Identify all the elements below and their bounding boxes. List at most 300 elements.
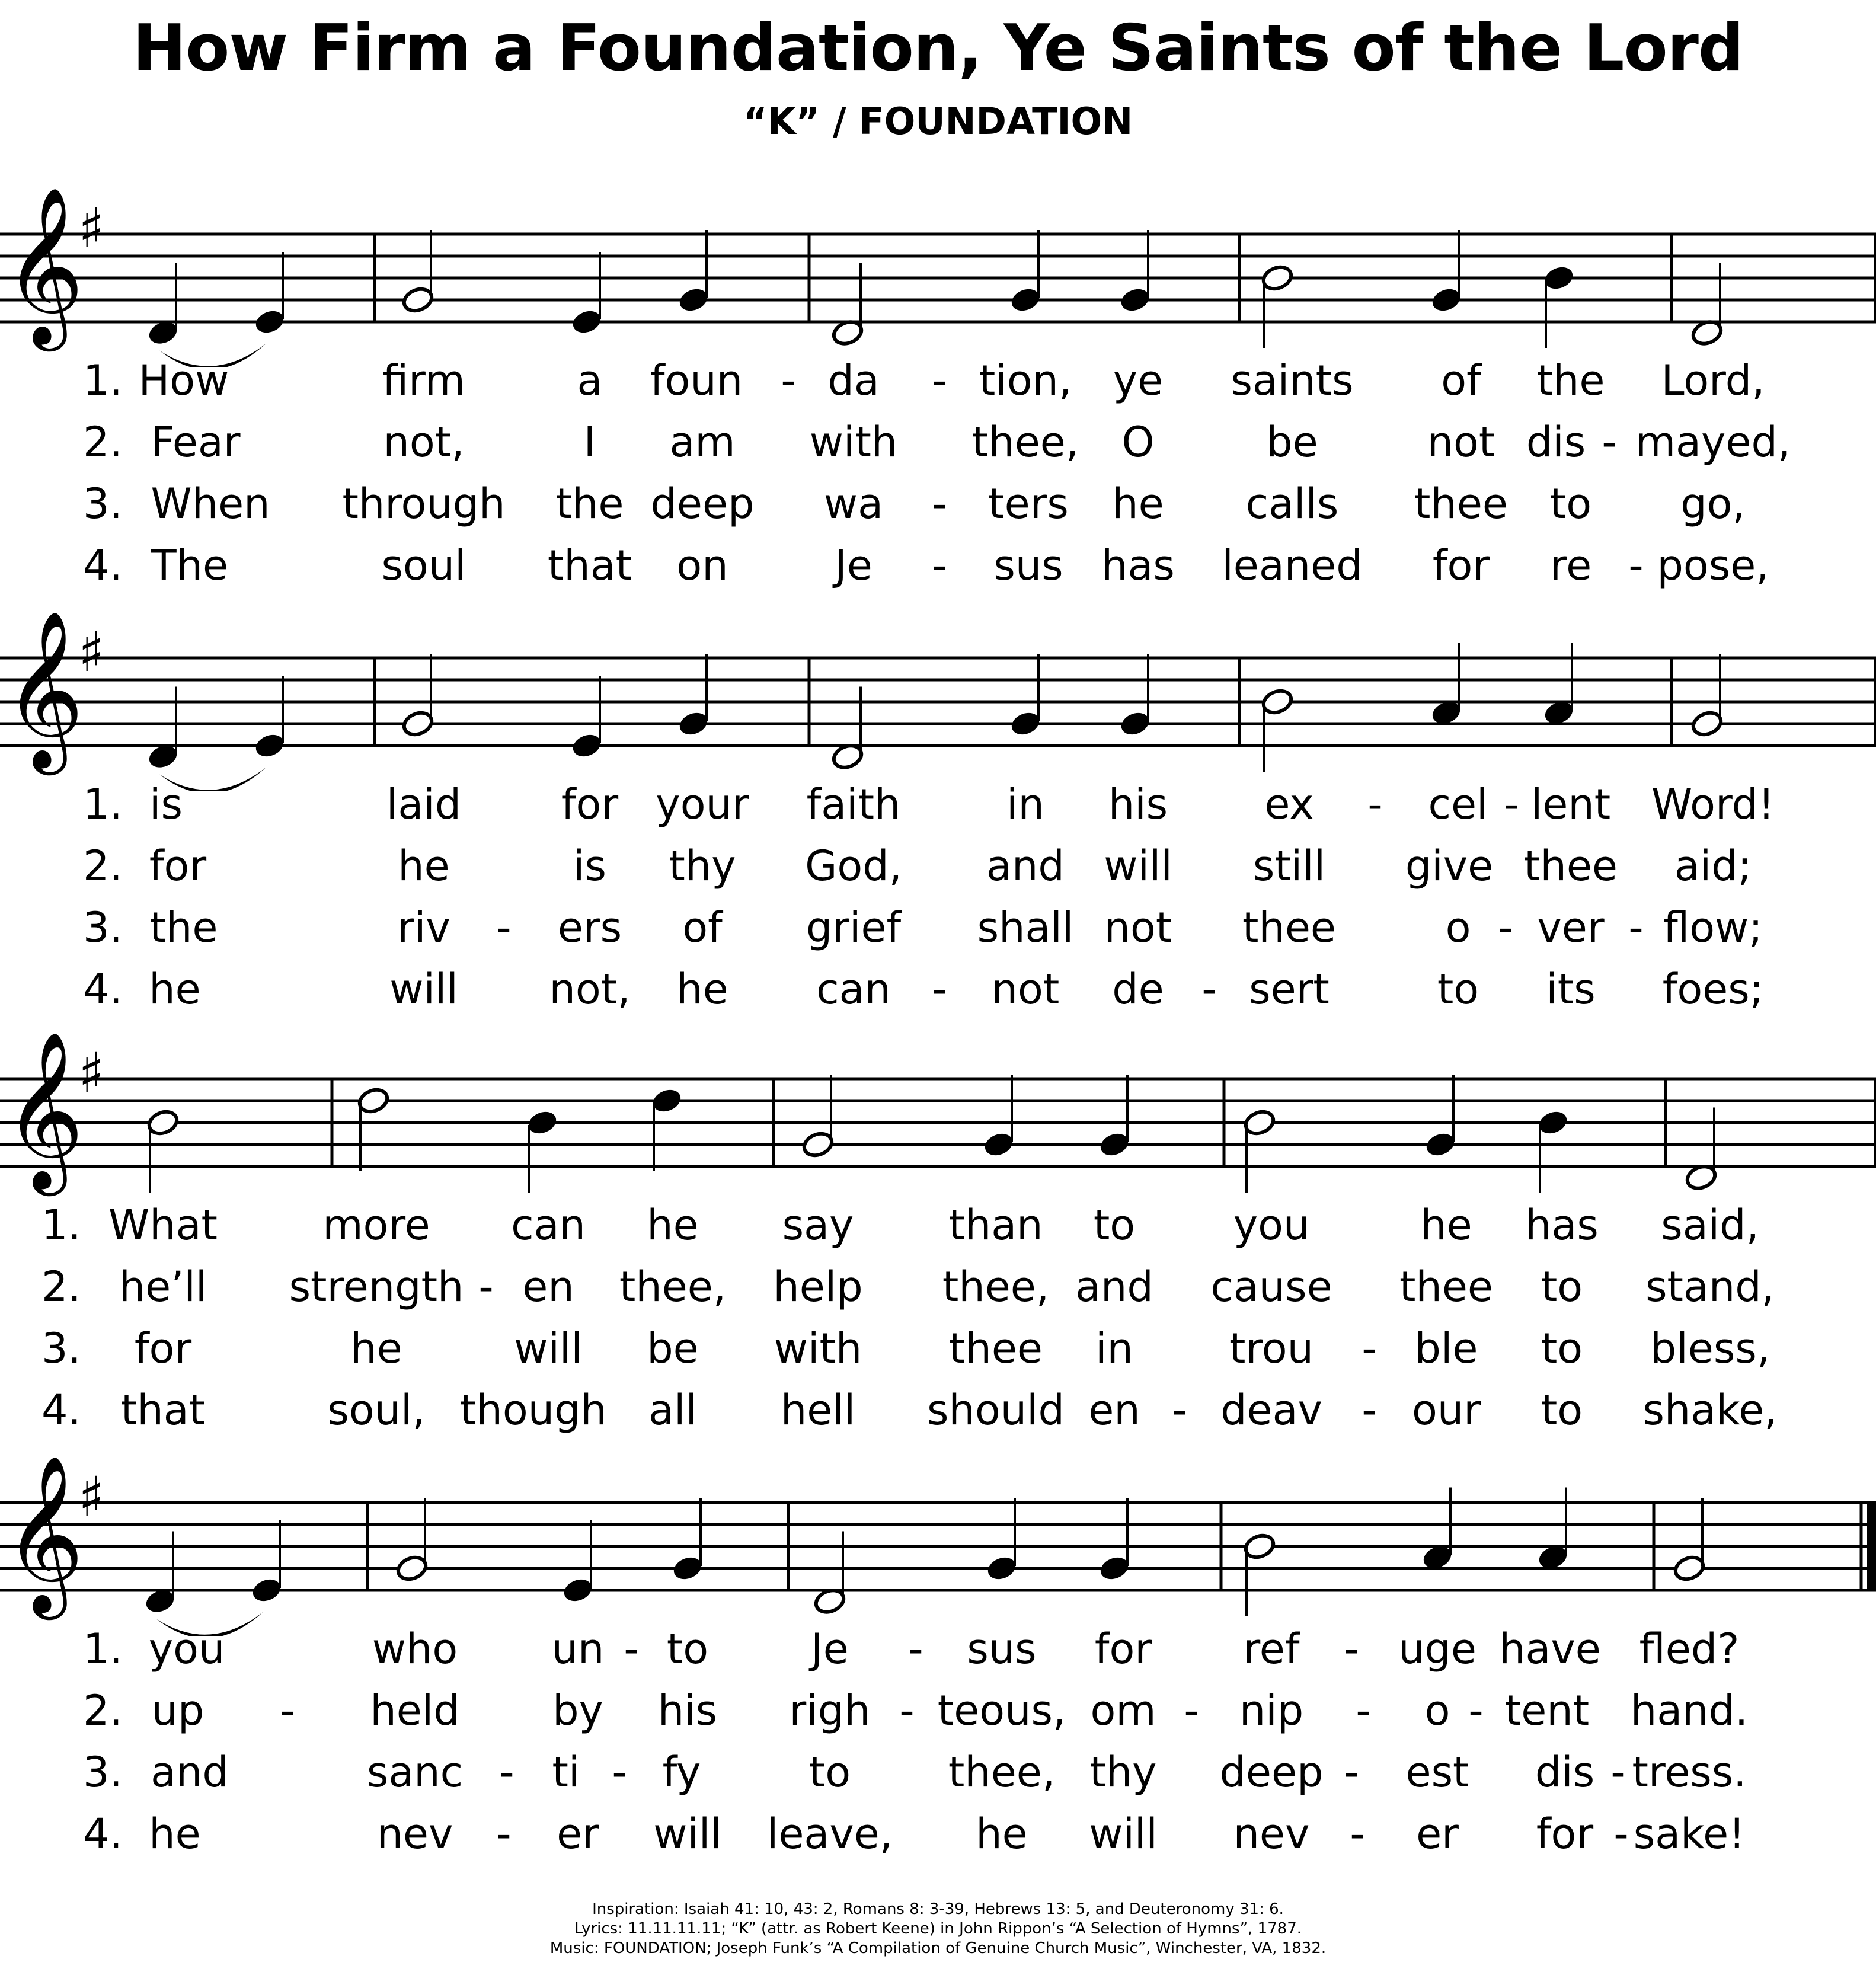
lyric-syllable: est <box>1405 1748 1469 1797</box>
verse-number: 3. <box>41 1324 81 1373</box>
staff <box>0 602 1876 791</box>
lyric-syllable: uge <box>1398 1625 1476 1673</box>
syllable-hyphen: - <box>1344 1625 1359 1673</box>
lyric-syllable: de <box>1112 965 1164 1014</box>
verse-number: 4. <box>83 541 123 590</box>
lyric-syllable: sanc <box>366 1748 464 1797</box>
quarter-note-icon <box>1008 654 1042 739</box>
half-note-icon <box>1242 1532 1276 1616</box>
lyric-syllable: om <box>1090 1686 1156 1735</box>
lyric-syllable: strength <box>289 1263 464 1311</box>
quarter-note-icon <box>1423 1075 1457 1159</box>
syllable-hyphen: - <box>1184 1686 1199 1735</box>
lyric-syllable: soul, <box>327 1386 426 1434</box>
syllable-hyphen: - <box>1602 418 1617 466</box>
lyric-syllable: has <box>1525 1201 1599 1249</box>
lyric-syllable: tion, <box>979 356 1072 405</box>
lyric-syllable: foun <box>650 356 743 405</box>
lyric-syllable: fled? <box>1639 1625 1740 1673</box>
syllable-hyphen: - <box>1201 965 1217 1014</box>
lyric-syllable: though <box>460 1386 607 1434</box>
lyric-syllable: trou <box>1229 1324 1313 1373</box>
lyrics-credit: Lyrics: 11.11.11.11; “K” (attr. as Robert Keene) in John Rippon’s “A Selection of Hymns”, 1787. <box>574 1920 1302 1938</box>
verse-line <box>0 1263 1876 1311</box>
lyric-syllable: teous, <box>937 1686 1066 1735</box>
verse-line <box>0 1386 1876 1434</box>
lyric-syllable: his <box>1108 780 1168 829</box>
lyric-syllable: sus <box>993 541 1063 590</box>
lyric-syllable: ref <box>1243 1625 1300 1673</box>
lyric-syllable: ers <box>557 903 622 952</box>
lyric-syllable: to <box>1549 480 1592 528</box>
lyric-syllable: he <box>350 1324 402 1373</box>
verse-line <box>0 1749 1876 1796</box>
lyric-syllable: wa <box>823 480 884 528</box>
verse-line <box>0 1325 1876 1372</box>
half-note-icon <box>830 263 864 348</box>
lyric-syllable: all <box>648 1386 697 1434</box>
lyric-syllable: for <box>1094 1625 1152 1673</box>
verse-line <box>0 1201 1876 1249</box>
lyric-syllable: Word! <box>1651 780 1775 829</box>
lyric-syllable: thee, <box>942 1263 1050 1311</box>
lyric-syllable: still <box>1252 842 1326 890</box>
lyric-syllable: and <box>986 842 1065 890</box>
lyric-syllable: is <box>573 842 606 890</box>
verse-number: 4. <box>41 1386 81 1434</box>
quarter-note-icon <box>146 263 180 348</box>
lyric-syllable: he <box>976 1810 1028 1858</box>
lyric-syllable: who <box>372 1625 458 1673</box>
verse-number: 2. <box>83 418 123 466</box>
half-note-icon <box>1260 263 1294 348</box>
lyric-syllable: shall <box>977 903 1074 952</box>
lyric-syllable: not, <box>549 965 631 1014</box>
lyric-syllable: to <box>808 1748 851 1797</box>
lyric-syllable: deep <box>1219 1748 1324 1797</box>
quarter-note-icon <box>1118 230 1152 315</box>
quarter-note-icon <box>1420 1488 1454 1572</box>
lyric-syllable: in <box>1006 780 1044 829</box>
staff <box>0 178 1876 367</box>
lyric-syllable: can <box>816 965 891 1014</box>
lyric-syllable: our <box>1412 1386 1481 1434</box>
lyric-syllable: mayed, <box>1635 418 1791 466</box>
lyric-syllable: and <box>151 1748 229 1797</box>
syllable-hyphen: - <box>932 480 947 528</box>
credits-footer <box>0 1900 1876 1958</box>
lyric-syllable: God, <box>805 842 902 890</box>
lyric-syllable: thee <box>1399 1263 1493 1311</box>
syllable-hyphen: - <box>1613 1810 1629 1858</box>
verse-number: 2. <box>83 842 123 890</box>
lyric-syllable: cause <box>1210 1263 1332 1311</box>
half-note-icon <box>801 1075 835 1159</box>
lyric-syllable: fy <box>662 1748 701 1797</box>
syllable-hyphen: - <box>1344 1748 1359 1797</box>
syllable-hyphen: - <box>499 1748 514 1797</box>
lyric-syllable: for <box>134 1324 192 1373</box>
lyric-syllable: When <box>151 480 270 528</box>
lyric-syllable: with <box>774 1324 862 1373</box>
sharp-key-signature-icon: ♯ <box>78 197 105 260</box>
verse-line <box>0 418 1876 466</box>
lyric-syllable: da <box>827 356 880 405</box>
lyric-syllable: you <box>1233 1201 1310 1249</box>
lyric-syllable: bless, <box>1650 1324 1770 1373</box>
verse-number: 1. <box>83 780 123 829</box>
lyric-syllable: he <box>149 1810 201 1858</box>
syllable-hyphen: - <box>478 1263 494 1311</box>
lyric-syllable: to <box>1437 965 1479 1014</box>
lyric-syllable: foes; <box>1662 965 1764 1014</box>
lyric-syllable: held <box>370 1686 460 1735</box>
lyric-syllable: en <box>1088 1386 1140 1434</box>
quarter-note-icon <box>250 1520 283 1605</box>
syllable-hyphen: - <box>1362 1386 1377 1434</box>
lyric-syllable: re <box>1549 541 1592 590</box>
verse-number: 2. <box>83 1686 123 1735</box>
lyric-syllable: Je <box>811 1625 849 1673</box>
lyric-syllable: thee <box>1524 842 1618 890</box>
quarter-note-icon <box>143 1532 177 1616</box>
half-note-icon <box>1242 1108 1276 1193</box>
lyric-syllable: stand, <box>1645 1263 1775 1311</box>
quarter-note-icon <box>985 1498 1018 1583</box>
lyric-syllable: un <box>551 1625 605 1673</box>
syllable-hyphen: - <box>1172 1386 1187 1434</box>
verse-line <box>0 966 1876 1013</box>
syllable-hyphen: - <box>612 1748 627 1797</box>
lyric-syllable: by <box>552 1686 603 1735</box>
quarter-note-icon <box>525 1108 559 1193</box>
lyric-syllable: for <box>1432 541 1490 590</box>
quarter-note-icon <box>670 1498 704 1583</box>
lyric-syllable: say <box>782 1201 854 1249</box>
lyric-syllable: tress. <box>1632 1748 1747 1797</box>
quarter-note-icon <box>1536 1488 1570 1572</box>
lyric-syllable: than <box>948 1201 1043 1249</box>
lyric-syllable: er <box>1416 1810 1459 1858</box>
lyric-syllable: saints <box>1231 356 1354 405</box>
half-note-icon <box>401 230 434 315</box>
syllable-hyphen: - <box>781 356 796 405</box>
lyric-syllable: thy <box>1089 1748 1157 1797</box>
lyric-syllable: ver <box>1537 903 1605 952</box>
lyric-syllable: cel <box>1428 780 1488 829</box>
lyric-syllable: ex <box>1264 780 1314 829</box>
treble-clef-icon: 𝄞 <box>4 1455 84 1613</box>
lyric-syllable: ti <box>552 1748 580 1797</box>
half-note-icon <box>1672 1498 1706 1583</box>
syllable-hyphen: - <box>1362 1324 1377 1373</box>
lyric-syllable: its <box>1546 965 1596 1014</box>
syllable-hyphen: - <box>1628 541 1644 590</box>
lyric-syllable: can <box>511 1201 586 1249</box>
verse-number: 1. <box>83 1625 123 1673</box>
verse-number: 4. <box>83 965 123 1014</box>
quarter-note-icon <box>561 1520 595 1605</box>
lyric-syllable: will <box>514 1324 583 1373</box>
lyric-syllable: he <box>149 965 201 1014</box>
verse-line <box>0 542 1876 589</box>
quarter-note-icon <box>253 676 286 760</box>
syllable-hyphen: - <box>280 1686 295 1735</box>
half-note-icon <box>1260 687 1294 772</box>
lyric-syllable: for <box>561 780 619 829</box>
lyric-syllable: go, <box>1680 480 1746 528</box>
syllable-hyphen: - <box>908 1625 923 1673</box>
lyric-syllable: he <box>398 842 450 890</box>
lyric-syllable: laid <box>386 780 462 829</box>
half-note-icon <box>830 687 864 772</box>
half-note-icon <box>395 1498 429 1583</box>
lyric-syllable: deep <box>650 480 755 528</box>
quarter-note-icon <box>1008 230 1042 315</box>
lyric-syllable: the <box>149 903 218 952</box>
verse-number: 3. <box>83 480 123 528</box>
lyric-syllable: leave, <box>766 1810 893 1858</box>
quarter-note-icon <box>1542 263 1575 348</box>
lyric-syllable: his <box>657 1686 718 1735</box>
quarter-note-icon <box>1536 1108 1570 1193</box>
lyric-syllable: ble <box>1414 1324 1478 1373</box>
verse-number: 3. <box>83 1748 123 1797</box>
lyric-syllable: lent <box>1530 780 1611 829</box>
verse-line <box>0 1687 1876 1734</box>
lyric-syllable: not <box>991 965 1060 1014</box>
verse-line <box>0 1625 1876 1673</box>
lyric-syllable: thee, <box>971 418 1079 466</box>
syllable-hyphen: - <box>1610 1748 1626 1797</box>
syllable-hyphen: - <box>1367 780 1383 829</box>
syllable-hyphen: - <box>932 965 947 1014</box>
lyric-syllable: en <box>522 1263 574 1311</box>
lyric-syllable: thee <box>949 1324 1043 1373</box>
lyric-syllable: to <box>1541 1263 1583 1311</box>
syllable-hyphen: - <box>1498 903 1513 952</box>
inspiration-credit: Inspiration: Isaiah 41: 10, 43: 2, Romans 8: 3-39, Hebrews 13: 5, and Deuteronomy 31: 6. <box>592 1900 1284 1918</box>
lyric-syllable: The <box>151 541 229 590</box>
lyric-syllable: has <box>1101 541 1175 590</box>
quarter-note-icon <box>982 1075 1015 1159</box>
syllable-hyphen: - <box>899 1686 915 1735</box>
lyric-syllable: will <box>653 1810 722 1858</box>
lyric-syllable: ye <box>1113 356 1164 405</box>
quarter-note-icon <box>1097 1498 1131 1583</box>
lyric-syllable: for <box>1536 1810 1594 1858</box>
lyric-syllable: to <box>666 1625 709 1673</box>
lyric-syllable: he <box>1112 480 1164 528</box>
lyric-syllable: ters <box>988 480 1069 528</box>
verse-line <box>0 842 1876 890</box>
lyric-syllable: he <box>647 1201 699 1249</box>
lyric-syllable: sus <box>967 1625 1037 1673</box>
lyric-syllable: O <box>1121 418 1155 466</box>
lyric-syllable: is <box>149 780 183 829</box>
lyric-syllable: nev <box>376 1810 453 1858</box>
sharp-key-signature-icon: ♯ <box>78 621 105 684</box>
lyric-syllable: to <box>1541 1386 1583 1434</box>
tune-subtitle: “K” / FOUNDATION <box>743 100 1133 143</box>
syllable-hyphen: - <box>1628 903 1644 952</box>
lyric-syllable: up <box>151 1686 204 1735</box>
quarter-note-icon <box>146 687 180 772</box>
half-note-icon <box>1690 654 1724 739</box>
lyric-syllable: sert <box>1249 965 1330 1014</box>
lyric-syllable: will <box>1104 842 1172 890</box>
lyric-syllable: leaned <box>1222 541 1363 590</box>
staff <box>0 1022 1876 1212</box>
syllable-hyphen: - <box>1504 780 1519 829</box>
verse-number: 3. <box>83 903 123 952</box>
lyric-syllable: that <box>120 1386 206 1434</box>
lyric-syllable: I <box>583 418 596 466</box>
lyric-syllable: riv <box>397 903 450 952</box>
lyric-syllable: pose, <box>1657 541 1769 590</box>
lyric-syllable: he <box>1420 1201 1472 1249</box>
lyric-syllable: Fear <box>151 418 241 466</box>
lyric-syllable: er <box>557 1810 599 1858</box>
lyric-syllable: o <box>1445 903 1471 952</box>
syllable-hyphen: - <box>624 1625 639 1673</box>
lyric-syllable: the <box>1536 356 1605 405</box>
half-note-icon <box>1690 263 1724 348</box>
syllable-hyphen: - <box>496 1810 512 1858</box>
lyric-syllable: of <box>682 903 723 952</box>
lyric-syllable: will <box>389 965 458 1014</box>
syllable-hyphen: - <box>1350 1810 1365 1858</box>
lyric-syllable: for <box>149 842 207 890</box>
lyric-syllable: aid; <box>1674 842 1752 890</box>
lyric-syllable: sake! <box>1633 1810 1746 1858</box>
lyric-syllable: on <box>676 541 728 590</box>
quarter-note-icon <box>570 676 603 760</box>
quarter-note-icon <box>570 252 603 337</box>
lyric-syllable: will <box>1089 1810 1158 1858</box>
syllable-hyphen: - <box>1356 1686 1371 1735</box>
verse-number: 4. <box>83 1810 123 1858</box>
lyric-syllable: grief <box>806 903 902 952</box>
verse-line <box>0 781 1876 828</box>
lyric-syllable: What <box>108 1201 218 1249</box>
lyric-syllable: give <box>1405 842 1494 890</box>
treble-clef-icon: 𝄞 <box>4 186 84 345</box>
lyric-syllable: your <box>656 780 749 829</box>
staff <box>0 1446 1876 1636</box>
lyric-syllable: that <box>547 541 632 590</box>
quarter-note-icon <box>1429 230 1463 315</box>
half-note-icon <box>401 654 434 739</box>
lyric-syllable: with <box>809 418 898 466</box>
lyric-syllable: nip <box>1239 1686 1304 1735</box>
lyric-syllable: through <box>342 480 506 528</box>
verse-line <box>0 480 1876 528</box>
lyric-syllable: be <box>1266 418 1318 466</box>
quarter-note-icon <box>676 654 710 739</box>
lyric-syllable: calls <box>1245 480 1339 528</box>
quarter-note-icon <box>676 230 710 315</box>
lyric-syllable: firm <box>382 356 465 405</box>
lyric-syllable: he <box>676 965 728 1014</box>
lyric-syllable: Je <box>835 541 873 590</box>
lyric-syllable: dis <box>1535 1748 1595 1797</box>
lyric-syllable: deav <box>1220 1386 1322 1434</box>
lyric-syllable: to <box>1093 1201 1136 1249</box>
lyric-syllable: dis <box>1526 418 1586 466</box>
syllable-hyphen: - <box>1468 1686 1484 1735</box>
half-note-icon <box>813 1532 846 1616</box>
lyric-syllable: thee <box>1414 480 1508 528</box>
verse-line <box>0 904 1876 951</box>
lyric-syllable: to <box>1541 1324 1583 1373</box>
lyric-syllable: and <box>1075 1263 1153 1311</box>
half-note-icon <box>1684 1108 1718 1193</box>
lyric-syllable: thy <box>669 842 736 890</box>
lyric-syllable: be <box>647 1324 699 1373</box>
lyric-syllable: should <box>927 1386 1065 1434</box>
lyric-syllable: not <box>1104 903 1172 952</box>
lyric-syllable: thee, <box>619 1263 727 1311</box>
lyric-syllable: said, <box>1661 1201 1759 1249</box>
lyric-syllable: have <box>1499 1625 1601 1673</box>
lyric-syllable: more <box>322 1201 430 1249</box>
verse-number: 1. <box>83 356 123 405</box>
sharp-key-signature-icon: ♯ <box>78 1041 105 1105</box>
half-note-icon <box>146 1108 180 1193</box>
quarter-note-icon <box>1429 643 1463 728</box>
lyric-syllable: nev <box>1233 1810 1310 1858</box>
lyric-syllable: am <box>669 418 736 466</box>
quarter-note-icon <box>253 252 286 337</box>
lyric-syllable: tent <box>1504 1686 1590 1735</box>
lyric-syllable: thee <box>1242 903 1336 952</box>
verse-number: 2. <box>41 1263 81 1311</box>
lyric-syllable: not, <box>383 418 465 466</box>
lyric-syllable: soul <box>381 541 466 590</box>
syllable-hyphen: - <box>932 541 947 590</box>
quarter-note-icon <box>1542 643 1575 728</box>
lyric-syllable: o <box>1424 1686 1450 1735</box>
sharp-key-signature-icon: ♯ <box>78 1465 105 1529</box>
lyric-syllable: hell <box>780 1386 856 1434</box>
lyric-syllable: How <box>138 356 229 405</box>
lyric-syllable: hand. <box>1630 1686 1749 1735</box>
quarter-note-icon <box>1097 1075 1131 1159</box>
treble-clef-icon: 𝄞 <box>4 610 84 769</box>
verse-line <box>0 357 1876 404</box>
verse-line <box>0 1810 1876 1858</box>
half-note-icon <box>356 1086 390 1171</box>
lyric-syllable: righ <box>789 1686 871 1735</box>
treble-clef-icon: 𝄞 <box>4 1031 84 1190</box>
music-credit: Music: FOUNDATION; Joseph Funk’s “A Compilation of Genuine Church Music”, Winchester, VA, 1832. <box>549 1939 1327 1957</box>
syllable-hyphen: - <box>496 903 512 952</box>
hymn-title: How Firm a Foundation, Ye Saints of the Lord <box>132 11 1744 85</box>
lyric-syllable: of <box>1441 356 1481 405</box>
lyric-syllable: not <box>1427 418 1495 466</box>
lyric-syllable: in <box>1095 1324 1133 1373</box>
lyric-syllable: Lord, <box>1661 356 1765 405</box>
verse-number: 1. <box>41 1201 81 1249</box>
quarter-note-icon <box>1118 654 1152 739</box>
syllable-hyphen: - <box>932 356 947 405</box>
lyric-syllable: shake, <box>1642 1386 1778 1434</box>
lyric-syllable: he’ll <box>119 1263 207 1311</box>
lyric-syllable: flow; <box>1663 903 1763 952</box>
lyric-syllable: you <box>148 1625 225 1673</box>
lyric-syllable: thee, <box>948 1748 1056 1797</box>
